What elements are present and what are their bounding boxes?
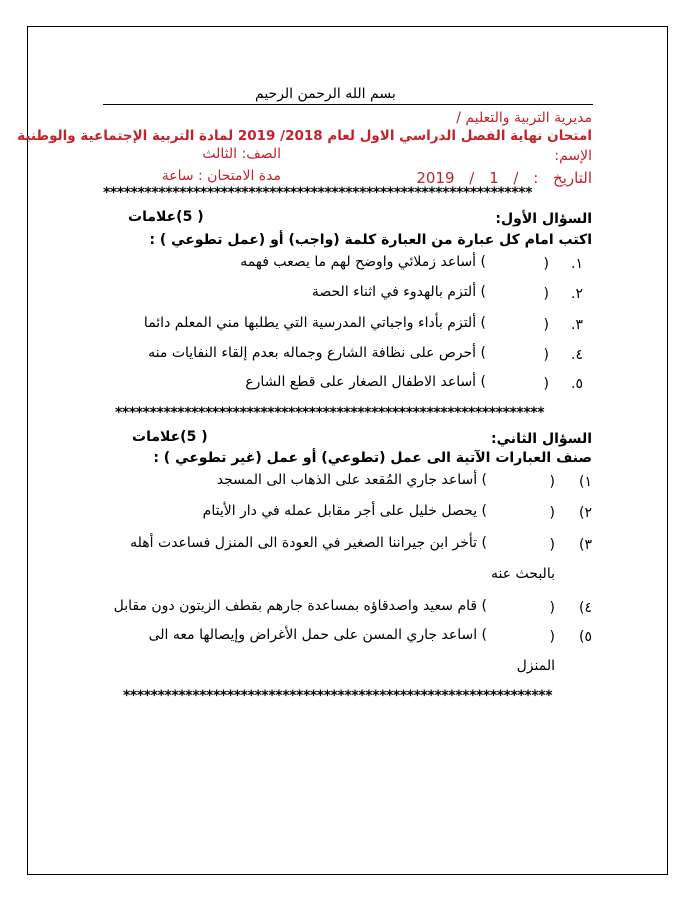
question2-marks: ( 5)علامات [132, 429, 208, 445]
item-text: ) تأخر ابن جيراننا الصغير في العودة الى المنزل فساعدت أهله [130, 535, 487, 551]
exam-title: امتحان نهاية الفصل الدراسي الاول لعام 2018/ 2019 لمادة التربية الإجتماعية والوطنية [17, 128, 592, 144]
item-number: ٣) [579, 537, 592, 553]
separator-2: ************************************************************** [115, 405, 545, 421]
answer-bracket: ( [549, 629, 555, 645]
answer-bracket: ( [543, 347, 549, 363]
grade-label: الصف: الثالث [202, 146, 281, 162]
basmala: بسم الله الرحمن الرحيم [255, 86, 396, 102]
item-number: ٥. [571, 376, 583, 392]
answer-bracket: ( [549, 537, 555, 553]
directorate-label: مديرية التربية والتعليم / [456, 110, 592, 126]
separator-3: ************************************************************** [123, 688, 553, 704]
answer-bracket: ( [543, 286, 549, 302]
answer-bracket: ( [543, 256, 549, 272]
item-text: ) أساعد جاري المُقعد على الذهاب الى المسجد [216, 472, 487, 488]
name-label: الإسم: [554, 148, 592, 164]
question2-title: السؤال الثاني: [491, 431, 592, 447]
answer-bracket: ( [543, 317, 549, 333]
answer-bracket: ( [549, 600, 555, 616]
date-label: التاريخ : / 1 / 2019 [416, 169, 592, 187]
item-continuation: بالبحث عنه [491, 566, 555, 582]
item-text: ) أحرص على نظافة الشارع وجماله بعدم إلقاء النفايات منه [148, 345, 486, 361]
item-number: ٢. [571, 286, 583, 302]
item-number: ٤) [579, 600, 592, 616]
item-text: ) قام سعيد واصدقاؤه بمساعدة جارهم بقطف الزيتون دون مقابل [113, 598, 487, 614]
item-number: ١. [571, 256, 583, 272]
duration-label: مدة الامتحان : ساعة [161, 168, 281, 184]
question1-title: السؤال الأول: [495, 211, 592, 227]
item-text: ) ألتزم بأداء واجباتي المدرسية التي يطلبها مني المعلم دائما [143, 315, 486, 331]
answer-bracket: ( [549, 505, 555, 521]
answer-bracket: ( [549, 474, 555, 490]
header-rule [103, 104, 593, 105]
item-number: ١) [579, 474, 592, 490]
separator-1: ************************************************************** [103, 185, 533, 201]
question2-instruction: صنف العبارات الآتية الى عمل (تطوعي) أو عمل (غير تطوعي ) : [153, 450, 592, 466]
item-number: ٢) [579, 505, 592, 521]
item-text: ) أساعد الاطفال الصغار على قطع الشارع [245, 374, 486, 390]
item-text: ) ألتزم بالهدوء في اثناء الحصة [311, 284, 486, 300]
answer-bracket: ( [543, 376, 549, 392]
item-text: ) اساعد جاري المسن على حمل الأغراض وإيصالها معه الى [148, 627, 487, 643]
item-text: ) يحصل خليل على أجر مقابل عمله في دار الأيتام [202, 503, 487, 519]
question1-marks: ( 5)علامات [128, 209, 204, 225]
item-number: ٥) [579, 629, 592, 645]
item-number: ٣. [571, 317, 583, 333]
item-number: ٤. [571, 347, 583, 363]
question1-instruction: اكتب امام كل عبارة من العبارة كلمة (واجب) أو (عمل تطوعي ) : [149, 232, 592, 248]
item-text: ) أساعد زملائي واوضح لهم ما يصعب فهمه [240, 254, 486, 270]
item-continuation: المنزل [516, 658, 555, 674]
